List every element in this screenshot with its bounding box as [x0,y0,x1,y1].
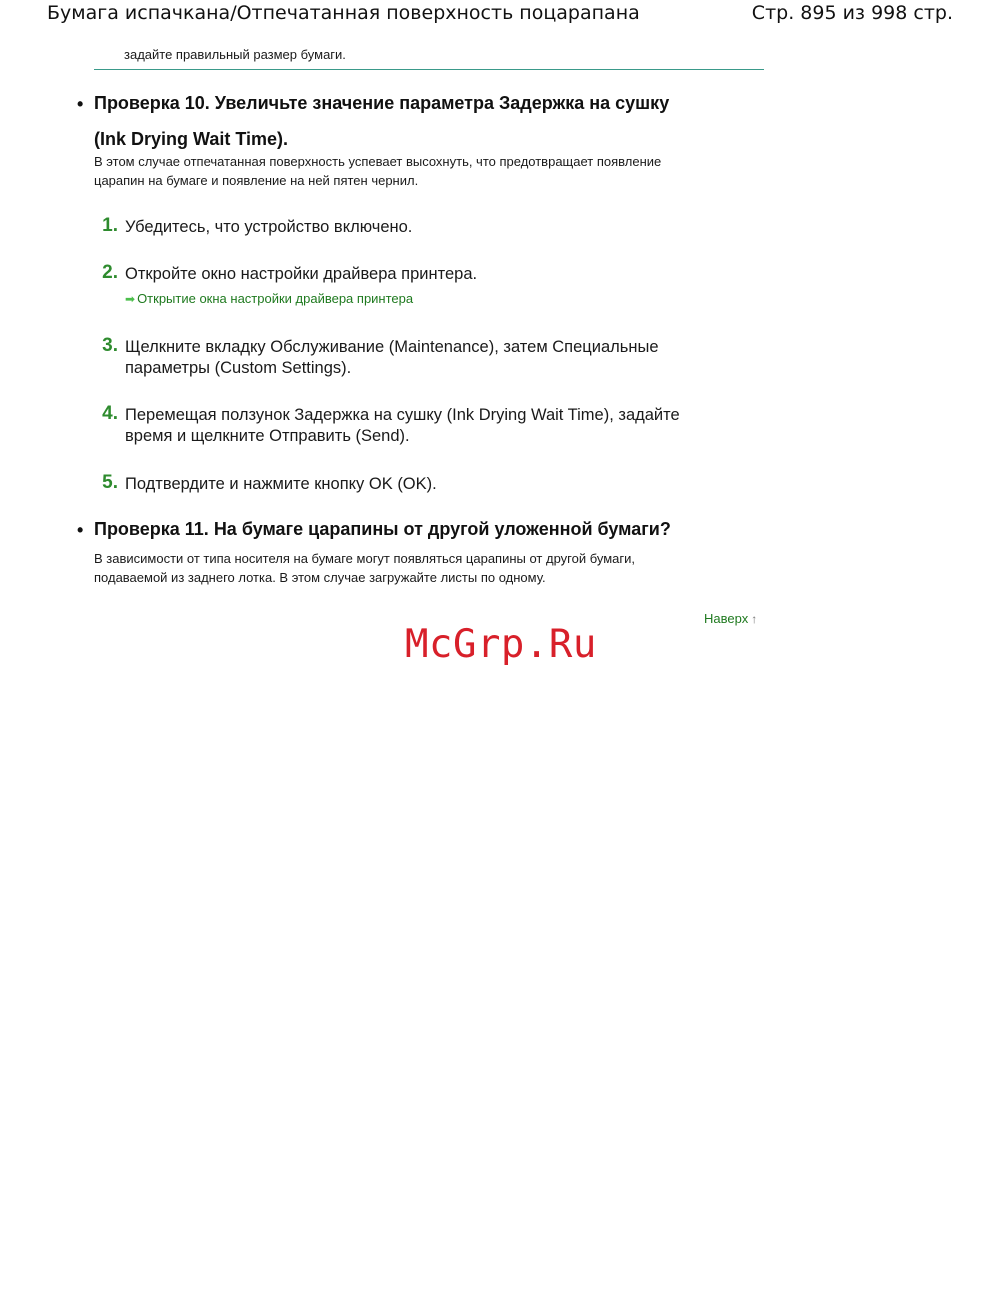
step-text [125,337,745,379]
page-number: Стр. 895 из 998 стр. [751,2,953,24]
step-number: 4. [102,403,118,424]
step-text [125,405,745,447]
check10-description-line1: В этом случае отпечатанная поверхность успевает высохнуть, что предотвращает появление [94,154,662,169]
step-text: Подтвердите и нажмите кнопку OK (OK). [125,475,437,493]
check10-heading-line2: (Ink Drying Wait Time). [94,129,289,149]
bullet-check10: • [77,94,84,114]
watermark: McGrp.Ru [405,622,597,667]
step-number: 1. [102,215,118,236]
check11-heading: Проверка 11. На бумаге царапины от другой уложенной бумаги? [94,519,671,539]
back-to-top-label[interactable]: Наверх [704,611,749,626]
step-number: 3. [102,335,118,356]
check11-description [94,549,764,587]
arrow-right-icon: ➡ [125,292,136,306]
step-text-line2: параметры (Custom Settings). [125,359,352,377]
step-text: Убедитесь, что устройство включено. [125,218,413,236]
document-title: Бумага испачкана/Отпечатанная поверхность поцарапана [47,2,640,24]
bullet-check11: • [77,520,84,540]
step-text-line1: Перемещая ползунок Задержка на сушку (Ink Drying Wait Time), задайте [125,406,680,424]
back-to-top-link[interactable] [704,611,757,626]
driver-settings-link[interactable] [125,291,413,306]
continuation-text: задайте правильный размер бумаги. [124,47,346,62]
step-number: 5. [102,472,118,493]
check11-description-line2: подаваемой из заднего лотка. В этом случае загружайте листы по одному. [94,570,546,585]
driver-settings-link-label[interactable]: Открытие окна настройки драйвера принтера [137,291,414,306]
up-arrow-icon: ↑ [751,612,758,626]
page-header [47,2,953,28]
check11-description-line1: В зависимости от типа носителя на бумаге могут появляться царапины от другой бумаги, [94,551,636,566]
step-text-line1: Щелкните вкладку Обслуживание (Maintenance), затем Специальные [125,338,659,356]
check10-description-line2: царапин на бумаге и появление на ней пятен чернил. [94,173,419,188]
check10-description [94,152,764,190]
step-text: Откройте окно настройки драйвера принтера. [125,265,478,283]
step-number: 2. [102,262,118,283]
step-text-line2: время и щелкните Отправить (Send). [125,427,410,445]
check10-heading-line1: Проверка 10. Увеличьте значение параметра Задержка на сушку [94,93,670,113]
section-divider [94,69,764,70]
